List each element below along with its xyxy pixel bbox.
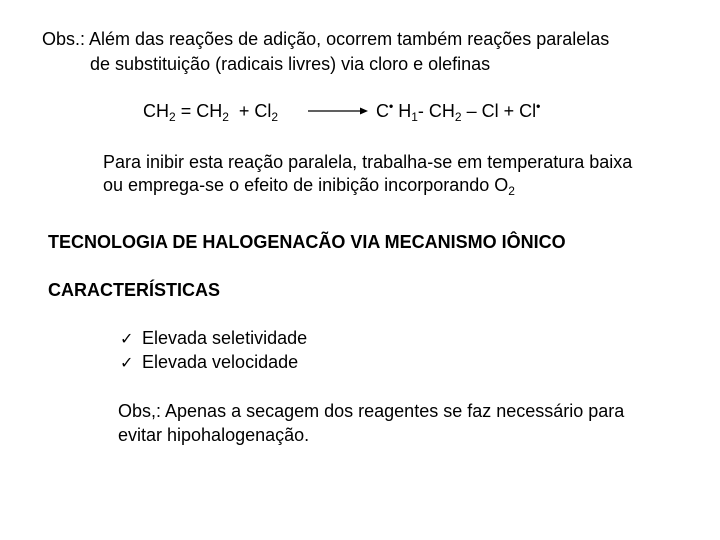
characteristic-item: ✓ Elevada velocidade <box>120 351 298 375</box>
reaction-arrow-icon <box>308 104 368 118</box>
inhibit-line2: ou emprega-se o efeito de inibição incorporando $O_2$ <box>103 175 515 198</box>
reaction-equation <box>143 100 278 122</box>
obs-note-line1: Obs.: Além das reações de adição, ocorrem também reações paralelas <box>42 29 610 49</box>
obs2-line2: evitar hipohalogenação. <box>118 425 310 445</box>
section-heading: TECNOLOGIA DE HALOGENACÃO VIA MECANISMO IÔNICO <box>48 232 566 252</box>
characteristic-item: ✓ Elevada seletividade <box>120 327 307 351</box>
reaction-products: C• $H_1-$ $CH_2 - Cl + Cl^•$ <box>376 99 541 124</box>
obs2-line1: Obs,: Apenas a secagem dos reagentes se faz necessário para <box>118 401 625 421</box>
radical-dot: • <box>389 99 394 113</box>
radical-dot: • <box>536 99 541 113</box>
checkmark-icon: ✓ <box>120 355 134 372</box>
reactant-ethylene: $CH_2 = CH_2$ <box>143 101 229 124</box>
inhibit-line1: Para inibir esta reação paralela, trabalha-se em temperatura baixa <box>103 152 633 172</box>
checkmark-icon: ✓ <box>120 331 134 348</box>
reactant-chlorine: + $Cl_2$ <box>238 101 279 124</box>
characteristics-heading: CARACTERÍSTICAS <box>48 280 221 300</box>
obs-note-line2: de substituição (radicais livres) via cloro e olefinas <box>90 54 491 74</box>
